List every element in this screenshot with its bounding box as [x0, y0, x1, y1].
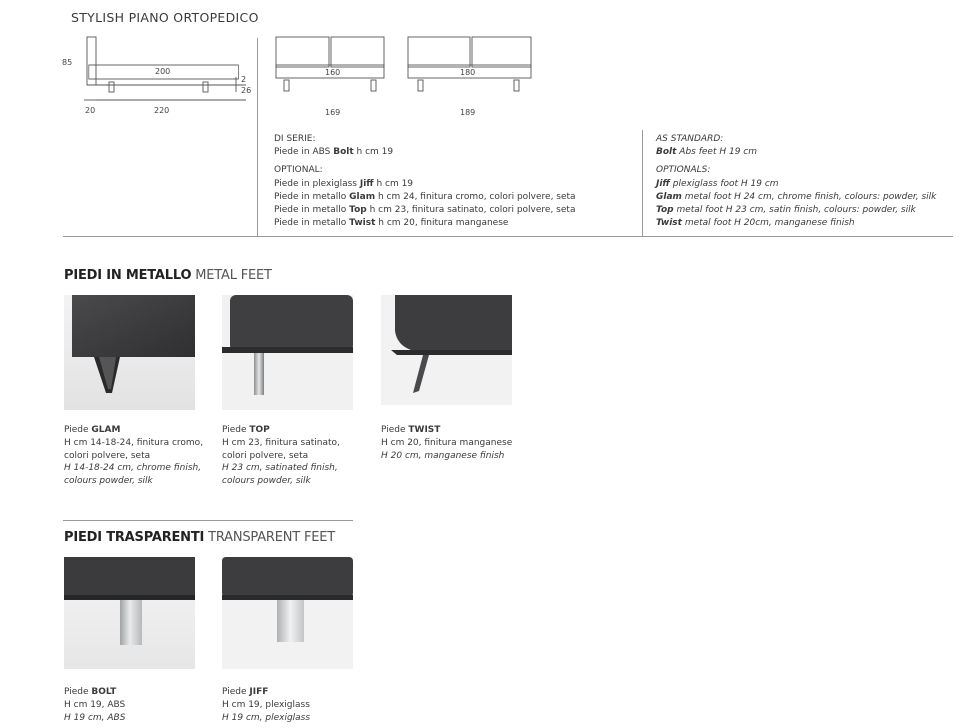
metal-feet-heading: PIEDI IN METALLO METAL FEET [64, 268, 272, 283]
front-160-inner-label: 160 [325, 68, 341, 77]
bolt-caption: Piede BOLT H cm 19, ABS H 19 cm, ABS [64, 687, 126, 723]
top-caption: Piede TOP H cm 23, finitura satinato, colori polvere, seta H 23 cm, satinated finish, colours powder, silk [222, 425, 340, 487]
spec-it-optional-heading: OPTIONAL: [274, 165, 323, 176]
front-180-total-label: 189 [460, 108, 476, 117]
front-180-inner-label: 180 [460, 68, 476, 77]
transparent-feet-heading: PIEDI TRASPARENTI TRANSPARENT FEET [64, 530, 336, 545]
spec-it-optional-glam: Piede in metallo Glam h cm 24, finitura cromo, colori polvere, seta [274, 191, 576, 202]
spec-en-optional-top: Top metal foot H 23 cm, satin finish, colours: powder, silk [656, 205, 916, 216]
transparent-divider [63, 520, 353, 521]
spec-it-standard-line: Piede in ABS Bolt h cm 19 [274, 147, 394, 158]
spec-it-optional-top: Piede in metallo Top h cm 23, finitura satinato, colori polvere, seta [274, 205, 576, 216]
side-inner-length-label: 200 [155, 67, 171, 76]
top-foot-photo [222, 295, 353, 410]
glam-caption: Piede GLAM H cm 14-18-24, finitura cromo, colori polvere, seta H 14-18-24 cm, chrome finish, colours powder, silk [64, 425, 204, 487]
spec-english [656, 133, 936, 230]
side-gap-label: 2 [241, 75, 247, 84]
side-height-label: 85 [62, 58, 73, 67]
spec-en-standard-heading: AS STANDARD: [656, 134, 724, 144]
spec-divider [63, 236, 953, 237]
divider-left [257, 38, 258, 236]
spec-italian [274, 133, 576, 230]
spec-it-optional-jiff: Piede in plexiglass Jiff h cm 19 [274, 178, 414, 189]
spec-en-optional-jiff: Jiff plexiglass foot H 19 cm [656, 178, 779, 189]
spec-en-optional-twist: Twist metal foot H 20cm, manganese finish [656, 218, 855, 229]
front-160-total-label: 169 [325, 108, 341, 117]
jiff-foot-photo [222, 557, 353, 669]
side-offset-label: 20 [85, 106, 96, 115]
twist-caption: Piede TWIST H cm 20, finitura manganese H 20 cm, manganese finish [381, 425, 513, 461]
side-leg-height-label: 26 [241, 86, 252, 95]
glam-foot-photo [64, 295, 195, 410]
spec-it-optional-twist: Piede in metallo Twist h cm 20, finitura manganese [274, 218, 509, 229]
spec-en-optional-glam: Glam metal foot H 24 cm, chrome finish, colours: powder, silk [656, 191, 937, 202]
spec-en-standard-line: Bolt Abs feet H 19 cm [656, 147, 758, 158]
spec-it-standard-heading: DI SERIE: [274, 134, 316, 144]
front-view-180-diagram [402, 32, 537, 102]
twist-foot-photo [381, 295, 512, 405]
spec-en-optional-heading: OPTIONALS: [656, 165, 711, 176]
bolt-foot-photo [64, 557, 195, 669]
divider-right [642, 130, 643, 236]
side-total-length-label: 220 [154, 106, 170, 115]
front-view-160-diagram [270, 32, 395, 102]
page-title: STYLISH PIANO ORTOPEDICO [71, 10, 259, 25]
jiff-caption: Piede JIFF H cm 19, plexiglass H 19 cm, plexiglass [222, 687, 311, 723]
